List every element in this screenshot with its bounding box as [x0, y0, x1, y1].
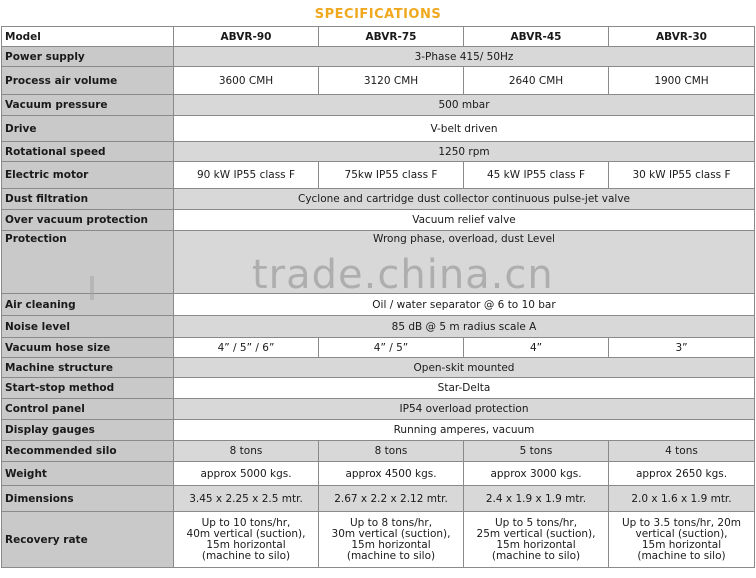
row-label-start-stop-method: Start-stop method — [2, 378, 174, 399]
specifications-table — [1, 26, 755, 568]
table-row — [2, 95, 755, 116]
vacuum-hose-size-cell: 4” — [464, 338, 609, 358]
table-row — [2, 358, 755, 378]
row-label-recommended-silo: Recommended silo — [2, 441, 174, 462]
row-label-electric-motor: Electric motor — [2, 162, 174, 189]
row-label-machine-structure: Machine structure — [2, 358, 174, 378]
recommended-silo-cell: 5 tons — [464, 441, 609, 462]
recovery-rate-line: (machine to silo) — [201, 549, 291, 562]
power-supply-value: 3-Phase 415/ 50Hz — [174, 47, 755, 67]
specifications-title: SPECIFICATIONS — [314, 6, 442, 22]
row-label-dimensions: Dimensions — [2, 486, 174, 512]
recommended-silo-cell: 8 tons — [319, 441, 464, 462]
table-row — [2, 462, 755, 486]
recommended-silo-cell: 8 tons — [174, 441, 319, 462]
table-row — [2, 294, 755, 316]
process-air-volume-cell: 1900 CMH — [609, 67, 755, 95]
watermark-text: trade.china.cn — [252, 252, 554, 298]
weight-cell: approx 4500 kgs. — [319, 462, 464, 486]
model-abvr-75: ABVR-75 — [319, 27, 464, 47]
dimensions-cell: 3.45 x 2.25 x 2.5 mtr. — [174, 486, 319, 512]
electric-motor-cell: 90 kW IP55 class F — [174, 162, 319, 189]
vacuum-hose-size-cell: 4” / 5” / 6” — [174, 338, 319, 358]
recommended-silo-cell: 4 tons — [609, 441, 755, 462]
dimensions-cell: 2.4 x 1.9 x 1.9 mtr. — [464, 486, 609, 512]
electric-motor-cell: 30 kW IP55 class F — [609, 162, 755, 189]
row-label-dust-filtration: Dust filtration — [2, 189, 174, 210]
protection-value: Wrong phase, overload, dust Level — [174, 231, 755, 294]
air-cleaning-value: Oil / water separator @ 6 to 10 bar — [174, 294, 755, 316]
row-label-air-cleaning: Air cleaning — [2, 294, 174, 316]
recovery-rate-line: 15m horizontal — [496, 538, 576, 551]
table-row — [2, 210, 755, 231]
row-label-over-vacuum-protection: Over vacuum protection — [2, 210, 174, 231]
weight-cell: approx 5000 kgs. — [174, 462, 319, 486]
table-row — [2, 189, 755, 210]
table-row — [2, 338, 755, 358]
machine-structure-value: Open-skit mounted — [174, 358, 755, 378]
vacuum-pressure-value: 500 mbar — [174, 95, 755, 116]
process-air-volume-cell: 3120 CMH — [319, 67, 464, 95]
recovery-rate-cell — [174, 512, 319, 568]
dust-filtration-value: Cyclone and cartridge dust collector continuous pulse-jet valve — [174, 189, 755, 210]
recovery-rate-line: 15m horizontal — [351, 538, 431, 551]
recovery-rate-line: Up to 3.5 tons/hr, 20m — [621, 516, 742, 529]
row-label-recovery-rate: Recovery rate — [2, 512, 174, 568]
recovery-rate-line: 15m horizontal — [641, 538, 722, 551]
display-gauges-value: Running amperes, vacuum — [174, 420, 755, 441]
process-air-volume-cell: 2640 CMH — [464, 67, 609, 95]
recovery-rate-line: 25m vertical (suction), — [476, 527, 596, 540]
vacuum-hose-size-cell: 4” / 5” — [319, 338, 464, 358]
dimensions-cell: 2.0 x 1.6 x 1.9 mtr. — [609, 486, 755, 512]
recovery-rate-line: 15m horizontal — [206, 538, 286, 551]
table-row — [2, 47, 755, 67]
table-row — [2, 378, 755, 399]
recovery-rate-line: (machine to silo) — [491, 549, 581, 562]
recovery-rate-cell — [319, 512, 464, 568]
weight-cell: approx 3000 kgs. — [464, 462, 609, 486]
row-label-rotational-speed: Rotational speed — [2, 142, 174, 162]
row-label-vacuum-hose-size: Vacuum hose size — [2, 338, 174, 358]
recovery-rate-line: 30m vertical (suction), — [331, 527, 451, 540]
row-label-drive: Drive — [2, 116, 174, 142]
model-abvr-90: ABVR-90 — [174, 27, 319, 47]
table-row — [2, 67, 755, 95]
drive-value: V-belt driven — [174, 116, 755, 142]
model-abvr-45: ABVR-45 — [464, 27, 609, 47]
process-air-volume-cell: 3600 CMH — [174, 67, 319, 95]
recovery-rate-line: 40m vertical (suction), — [186, 527, 306, 540]
model-abvr-30: ABVR-30 — [609, 27, 755, 47]
row-label-noise-level: Noise level — [2, 316, 174, 338]
table-row — [2, 316, 755, 338]
table-row — [2, 486, 755, 512]
model-header: Model — [2, 27, 174, 47]
row-label-display-gauges: Display gauges — [2, 420, 174, 441]
recovery-rate-cell — [609, 512, 755, 568]
row-label-protection: Protection — [2, 231, 174, 294]
table-row — [2, 512, 755, 568]
row-label-process-air-volume: Process air volume — [2, 67, 174, 95]
table-row — [2, 441, 755, 462]
recovery-rate-line: Up to 5 tons/hr, — [494, 516, 578, 529]
electric-motor-cell: 45 kW IP55 class F — [464, 162, 609, 189]
row-label-weight: Weight — [2, 462, 174, 486]
recovery-rate-line: Up to 10 tons/hr, — [201, 516, 291, 529]
table-row — [2, 116, 755, 142]
recovery-rate-line: (machine to silo) — [346, 549, 436, 562]
table-row — [2, 231, 755, 294]
start-stop-method-value: Star-Delta — [174, 378, 755, 399]
table-row — [2, 162, 755, 189]
table-row — [2, 399, 755, 420]
recovery-rate-cell — [464, 512, 609, 568]
recovery-rate-line: (machine to silo) — [637, 549, 726, 562]
vacuum-hose-size-cell: 3” — [609, 338, 755, 358]
row-label-power-supply: Power supply — [2, 47, 174, 67]
row-label-control-panel: Control panel — [2, 399, 174, 420]
table-row — [2, 420, 755, 441]
row-label-vacuum-pressure: Vacuum pressure — [2, 95, 174, 116]
dimensions-cell: 2.67 x 2.2 x 2.12 mtr. — [319, 486, 464, 512]
table-row — [2, 142, 755, 162]
noise-level-value: 85 dB @ 5 m radius scale A — [174, 316, 755, 338]
recovery-rate-line: vertical (suction), — [635, 527, 728, 540]
table-header-row — [2, 27, 755, 47]
recovery-rate-line: Up to 8 tons/hr, — [349, 516, 433, 529]
rotational-speed-value: 1250 rpm — [174, 142, 755, 162]
electric-motor-cell: 75kw IP55 class F — [319, 162, 464, 189]
weight-cell: approx 2650 kgs. — [609, 462, 755, 486]
control-panel-value: IP54 overload protection — [174, 399, 755, 420]
over-vacuum-protection-value: Vacuum relief valve — [174, 210, 755, 231]
